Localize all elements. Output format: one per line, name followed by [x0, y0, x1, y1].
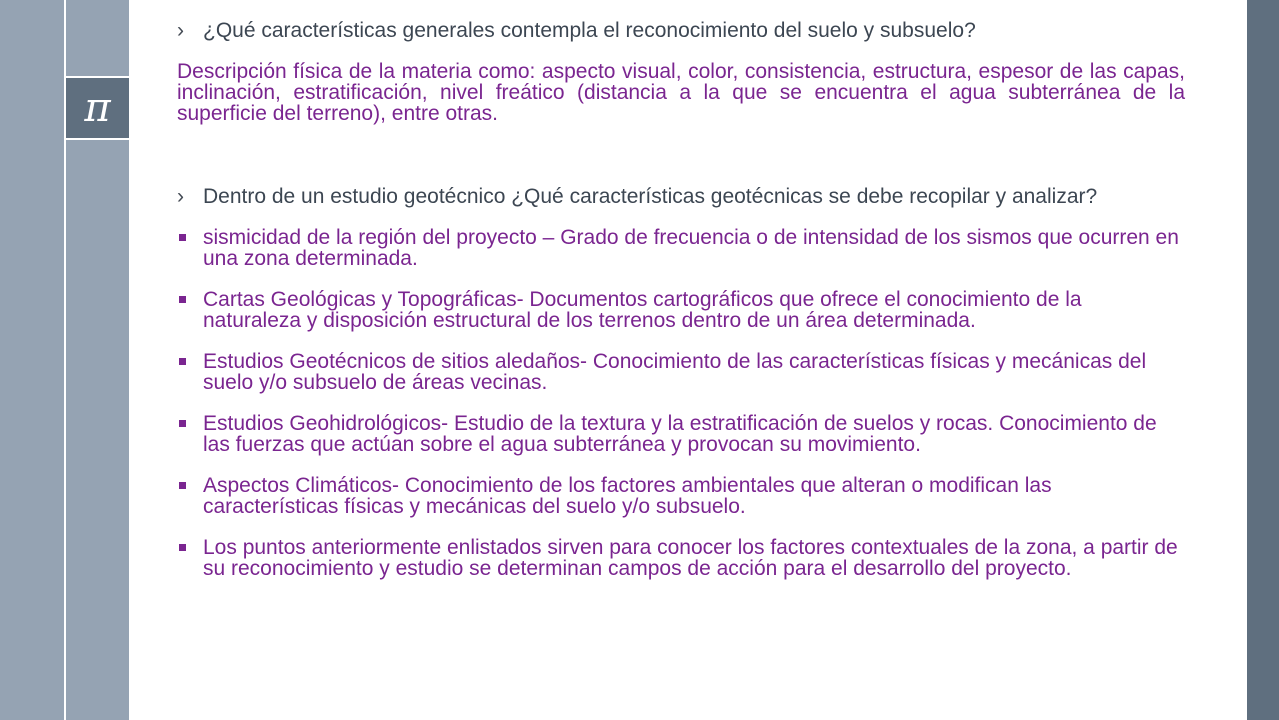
square-bullet-icon	[179, 482, 186, 489]
question-1	[177, 20, 1185, 41]
list-item-text: Estudios Geotécnicos de sitios aledaños- Conocimiento de las características físicas y mecánicas del suelo y/o subsuelo de áreas vecinas.	[203, 350, 1147, 394]
list-item-text: Cartas Geológicas y Topográficas- Documentos cartográficos que ofrece el conocimiento de la naturaleza y disposición estructural de los terrenos dentro de un área determinada.	[203, 288, 1082, 332]
slide-content	[177, 20, 1185, 579]
square-bullet-icon	[179, 296, 186, 303]
right-decor-band	[1247, 0, 1279, 720]
list-item	[177, 227, 1185, 269]
answer-1-text: Descripción física de la materia como: aspecto visual, color, consistencia, estructura, espesor de las capas, inclinación, estratificación, nivel freático (distancia a la que se encuentra el agua subterránea de la superficie del terreno), entre otras.	[177, 60, 1185, 125]
square-bullet-icon	[179, 234, 186, 241]
question-2	[177, 186, 1185, 207]
pi-symbol-icon: π	[66, 76, 129, 140]
list-item-text: Los puntos anteriormente enlistados sirven para conocer los factores contextuales de la zona, a partir de su reconocimiento y estudio se determinan campos de acción para el desarrollo del proyecto.	[203, 536, 1178, 580]
square-bullet-icon	[179, 420, 186, 427]
list-item	[177, 475, 1185, 517]
list-item	[177, 289, 1185, 331]
question-1-text: ¿Qué características generales contempla el reconocimiento del suelo y subsuelo?	[203, 19, 976, 42]
arrow-bullet-icon: ›	[177, 185, 184, 208]
arrow-bullet-icon: ›	[177, 19, 184, 42]
square-bullet-icon	[179, 544, 186, 551]
question-2-text: Dentro de un estudio geotécnico ¿Qué características geotécnicas se debe recopilar y analizar?	[203, 185, 1098, 208]
list-item-text: Estudios Geohidrológicos- Estudio de la textura y la estratificación de suelos y rocas. Conocimiento de las fuerzas que actúan sobre el agua subterránea y provocan su movimiento.	[203, 412, 1157, 456]
list-item-text: Aspectos Climáticos- Conocimiento de los factores ambientales que alteran o modifican las características físicas y mecánicas del suelo y/o subsuelo.	[203, 474, 1052, 518]
list-item	[177, 413, 1185, 455]
list-item-text: sismicidad de la región del proyecto – Grado de frecuencia o de intensidad de los sismos que ocurren en una zona determinada.	[203, 226, 1179, 270]
list-item	[177, 537, 1185, 579]
square-bullet-icon	[179, 358, 186, 365]
list-item	[177, 351, 1185, 393]
